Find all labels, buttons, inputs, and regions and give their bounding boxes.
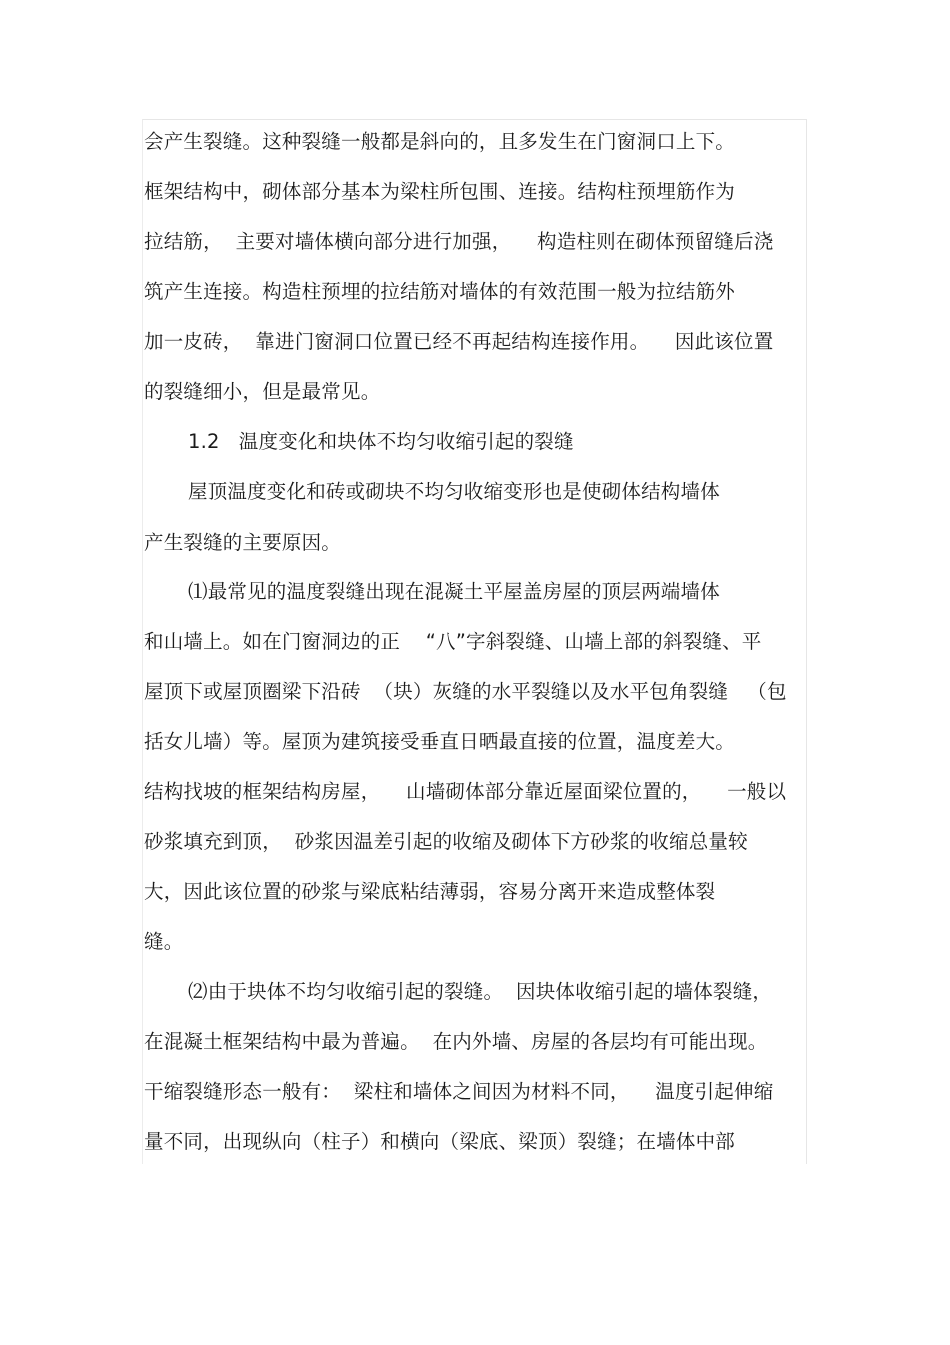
- text-line: 缝。: [144, 930, 184, 953]
- text-line: 和山墙上。如在门窗洞边的正 “八”字斜裂缝、山墙上部的斜裂缝、平: [144, 630, 762, 653]
- text-line: 屋顶温度变化和砖或砌块不均匀收缩变形也是使砌体结构墙体: [188, 480, 720, 503]
- text-line: 干缩裂缝形态一般有： 梁柱和墙体之间因为材料不同， 温度引起伸缩: [144, 1080, 774, 1103]
- text-line: 结构找坡的框架结构房屋， 山墙砌体部分靠近屋面梁位置的， 一般以: [144, 780, 787, 803]
- text-line: 加一皮砖， 靠进门窗洞口位置已经不再起结构连接作用。 因此该位置: [144, 330, 774, 353]
- text-line: 量不同，出现纵向（柱子）和横向（梁底、梁顶）裂缝；在墙体中部: [144, 1130, 736, 1153]
- section-heading: 1.2 温度变化和块体不均匀收缩引起的裂缝: [188, 430, 574, 453]
- text-line: 框架结构中，砌体部分基本为梁柱所包围、连接。结构柱预埋筋作为: [144, 180, 736, 203]
- text-line: 会产生裂缝。这种裂缝一般都是斜向的，且多发生在门窗洞口上下。: [144, 130, 736, 153]
- text-line: ⑴最常见的温度裂缝出现在混凝土平屋盖房屋的顶层两端墙体: [188, 580, 720, 603]
- text-line: 在混凝土框架结构中最为普遍。 在内外墙、房屋的各层均有可能出现。: [144, 1030, 768, 1053]
- text-line: ⑵由于块体不均匀收缩引起的裂缝。 因块体收缩引起的墙体裂缝，: [188, 980, 773, 1003]
- text-line: 屋顶下或屋顶圈梁下沿砖 （块）灰缝的水平裂缝以及水平包角裂缝 （包: [144, 680, 787, 703]
- text-line: 砂浆填充到顶， 砂浆因温差引起的收缩及砌体下方砂浆的收缩总量较: [144, 830, 748, 853]
- text-line: 产生裂缝的主要原因。: [144, 531, 342, 554]
- text-line: 的裂缝细小，但是最常见。: [144, 380, 381, 403]
- text-line: 括女儿墙）等。屋顶为建筑接受垂直日晒最直接的位置，温度差大。: [144, 730, 736, 753]
- text-line: 拉结筋， 主要对墙体横向部分进行加强， 构造柱则在砌体预留缝后浇: [144, 230, 774, 253]
- text-line: 大，因此该位置的砂浆与梁底粘结薄弱，容易分离开来造成整体裂: [144, 880, 716, 903]
- text-line: 筑产生连接。构造柱预埋的拉结筋对墙体的有效范围一般为拉结筋外: [144, 280, 736, 303]
